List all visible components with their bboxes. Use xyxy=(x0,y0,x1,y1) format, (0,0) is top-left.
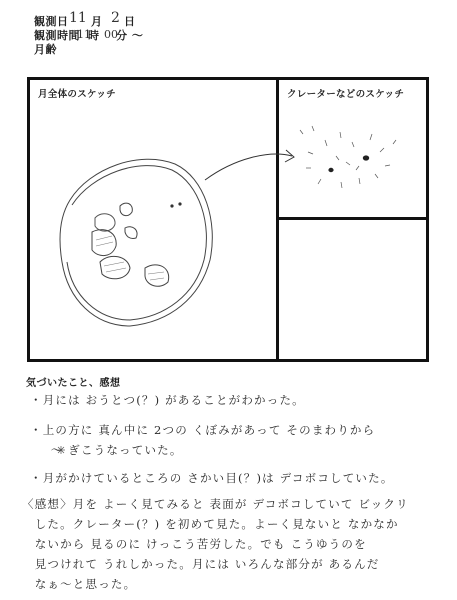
date-day-value: 2 xyxy=(111,10,120,26)
date-label: 観測日 xyxy=(34,15,69,28)
note-line: 見つけれて うれしかった。月には いろんな部分が あるんだ xyxy=(22,557,380,571)
note-line: ・上の方に 真ん中に 2つの くぼみがあって そのまわりから xyxy=(30,423,376,437)
time-minute-value: 00 xyxy=(104,28,118,41)
hour-unit: 時 xyxy=(88,29,100,42)
moon-crater-mark xyxy=(170,204,173,207)
notes-heading: 気づいたこと、感想 xyxy=(26,378,121,389)
time-hour-value: 11 xyxy=(77,28,91,41)
note-line: 〜 ぎこうなっていた。 xyxy=(38,443,183,457)
time-label: 観測時間 xyxy=(34,29,80,42)
moon-crater-mark xyxy=(178,202,181,205)
day-unit: 日 xyxy=(124,15,136,28)
minute-unit: 分 〜 xyxy=(116,29,144,42)
note-line: 〈感想〉月を よーく見てみると 表面が デコボコしていて ビックリ xyxy=(22,497,409,511)
whole-moon-label: 月全体のスケッチ xyxy=(38,89,116,100)
note-line: ないから 見るのに けっこう苦労した。でも こうゆうのを xyxy=(22,537,367,551)
crater-rays xyxy=(300,126,396,188)
note-line: した。クレーター(？) を初めて見た。よーく見ないと なかなか xyxy=(22,517,399,531)
note-line: ・月がかけているところの さかい目(？)は デコボコしていた。 xyxy=(30,471,394,485)
note-line: ・月には おうとつ(？) があることがわかった。 xyxy=(30,393,305,407)
date-month-value: 11 xyxy=(69,10,87,26)
arrow-head-icon xyxy=(285,150,294,162)
arrow-line xyxy=(205,154,292,180)
moon-age-label: 月齢 xyxy=(34,43,57,56)
moon-sketch xyxy=(60,159,212,326)
crater-label: クレーターなどのスケッチ xyxy=(287,89,405,100)
note-line: なぁ〜と思った。 xyxy=(22,577,137,591)
month-unit: 月 xyxy=(91,15,103,28)
